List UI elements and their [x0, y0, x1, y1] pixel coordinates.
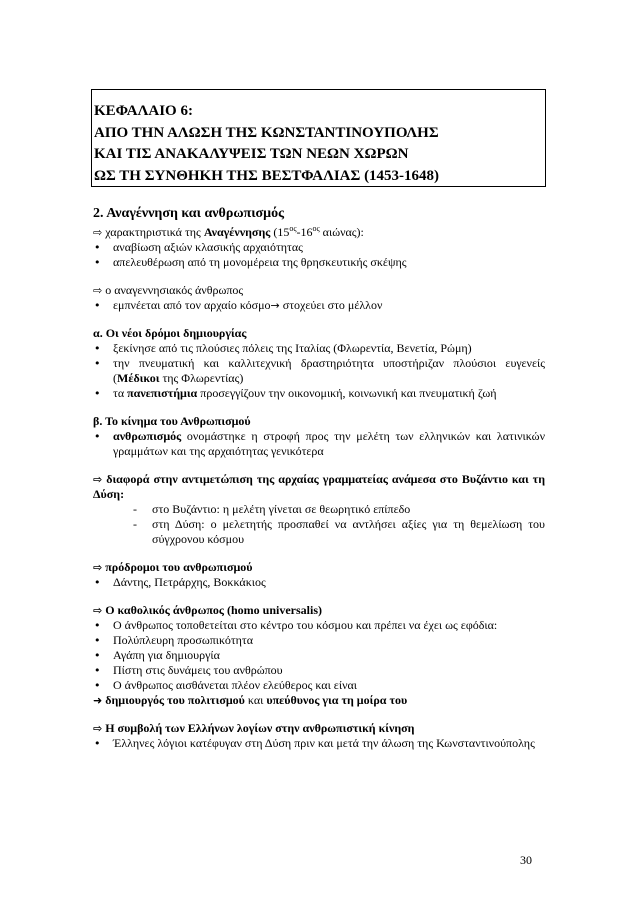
hollow-arrow-icon: ⇨ [93, 722, 103, 735]
list-item: • εμπνέεται από τον αρχαίο κόσμο→ στοχεύει στο μέλλον [93, 298, 545, 313]
list-item: • την πνευματική και καλλιτεχνική δραστηριότητα υποστήριζαν πλούσιοι ευγενείς (Μέδικοι της Φλωρεντίας) [93, 356, 545, 386]
precursors-list [93, 575, 545, 590]
list-item: • τα πανεπιστήμια προσεγγίζουν την οικονομική, κοινωνική και πνευματική ζωή [93, 386, 545, 401]
chapter-number: ΚΕΦΑΛΑΙΟ 6: [94, 103, 193, 119]
bold-arrow-icon: ➜ [93, 694, 103, 707]
new-paths-heading: α. Οι νέοι δρόμοι δημιουργίας [93, 326, 247, 340]
new-paths-list [93, 341, 545, 401]
chapter-title-line: ΩΣ ΤΗ ΣΥΝΘΗΚΗ ΤΗΣ ΒΕΣΤΦΑΛΙΑΣ (1453-1648) [94, 167, 440, 184]
list-item: • απελευθέρωση από τη μονομέρεια της θρησκευτικής σκέψης [93, 255, 545, 270]
intro-line: ⇨ χαρακτηριστικά της Αναγέννησης ($15^{o\varsigma}-16^{o\varsigma}$ αιώνας): [93, 224, 364, 239]
hollow-arrow-icon: ⇨ [93, 604, 103, 617]
list-item: • Δάντης, Πετράρχης, Βοκκάκιος [93, 575, 545, 590]
hollow-arrow-icon: ⇨ [93, 284, 103, 297]
precursors-heading: ⇨ πρόδρομοι του ανθρωπισμού [93, 560, 253, 574]
hollow-arrow-icon: ⇨ [93, 226, 103, 239]
intro-bullet-list [93, 240, 545, 270]
page-number: 30 [520, 853, 532, 867]
greek-scholars-heading: ⇨ Η συμβολή των Ελλήνων λογίων στην ανθρωπιστική κίνηση [93, 721, 415, 735]
chapter-title-line: ΚΑΙ ΤΙΣ ΑΝΑΚΑΛΥΨΕΙΣ ΤΩΝ ΝΕΩΝ ΧΩΡΩΝ [94, 146, 409, 162]
humanism-heading: β. Το κίνημα του Ανθρωπισμού [93, 414, 251, 428]
universal-man-list [93, 618, 545, 693]
chapter-title-line: ΑΠΟ ΤΗΝ ΑΛΩΣΗ ΤΗΣ ΚΩΝΣΤΑΝΤΙΝΟΥΠΟΛΗΣ [94, 124, 439, 141]
difference-heading: ⇨ διαφορά στην αντιμετώπιση της αρχαίας γραμματείας ανάμεσα στο Βυζάντιο και τη Δύση: [93, 472, 546, 501]
difference-list [93, 502, 545, 547]
universal-man-conclusion: ➜ δημιουργός του πολιτισμού και υπεύθυνος για τη μοίρα του [93, 693, 408, 707]
list-item: • Πίστη στις δυνάμεις του ανθρώπου [93, 663, 545, 678]
bold-term: ανθρωπισμός [113, 429, 182, 443]
hollow-arrow-icon: ⇨ [93, 473, 103, 486]
greek-scholars-list [93, 736, 545, 751]
list-item: - στο Βυζάντιο: η μελέτη γίνεται σε θεωρητικό επίπεδο [131, 502, 545, 517]
list-item: • αναβίωση αξιών κλασικής αρχαιότητας [93, 240, 545, 255]
bold-term: Μέδικοι [117, 371, 160, 385]
list-item: • ανθρωπισμός ονομάστηκε η στροφή προς την μελέτη των ελληνικών και λατινικών γραμμάτων και της αρχαιότητας γενικότερα [93, 429, 545, 459]
list-item: • Πολύπλευρη προσωπικότητα [93, 633, 545, 648]
list-item: • ξεκίνησε από τις πλούσιες πόλεις της Ιταλίας (Φλωρεντία, Βενετία, Ρώμη) [93, 341, 545, 356]
bold-term: πανεπιστήμια [127, 386, 198, 400]
document-body [93, 204, 545, 751]
list-item: • Ο άνθρωπος τοποθετείται στο κέντρο του κόσμου και πρέπει να έχει ως εφόδια: [93, 618, 545, 633]
list-item: • Έλληνες λόγιοι κατέφυγαν στη Δύση πριν και μετά την άλωση της Κωνσταντινούπολης [93, 736, 545, 751]
bold-term: Αναγέννησης [203, 225, 271, 239]
renaissance-man-list [93, 298, 545, 313]
hollow-arrow-icon: ⇨ [93, 561, 103, 574]
chapter-title-box [91, 89, 546, 187]
universal-man-heading: ⇨ Ο καθολικός άνθρωπος (homo universalis) [93, 603, 322, 617]
list-item: - στη Δύση: ο μελετητής προσπαθεί να αντλήσει αξίες για τη θεμελίωση του σύγχρονου κόσμου [131, 517, 545, 547]
section-title: 2. Αναγέννηση και ανθρωπισμός [93, 206, 285, 221]
humanism-list [93, 429, 545, 459]
renaissance-man-heading: ⇨ ο αναγεννησιακός άνθρωπος [93, 283, 244, 297]
list-item: • Ο άνθρωπος αισθάνεται πλέον ελεύθερος και είναι [93, 678, 545, 693]
list-item: • Αγάπη για δημιουργία [93, 648, 545, 663]
right-arrow-icon: → [270, 299, 280, 312]
